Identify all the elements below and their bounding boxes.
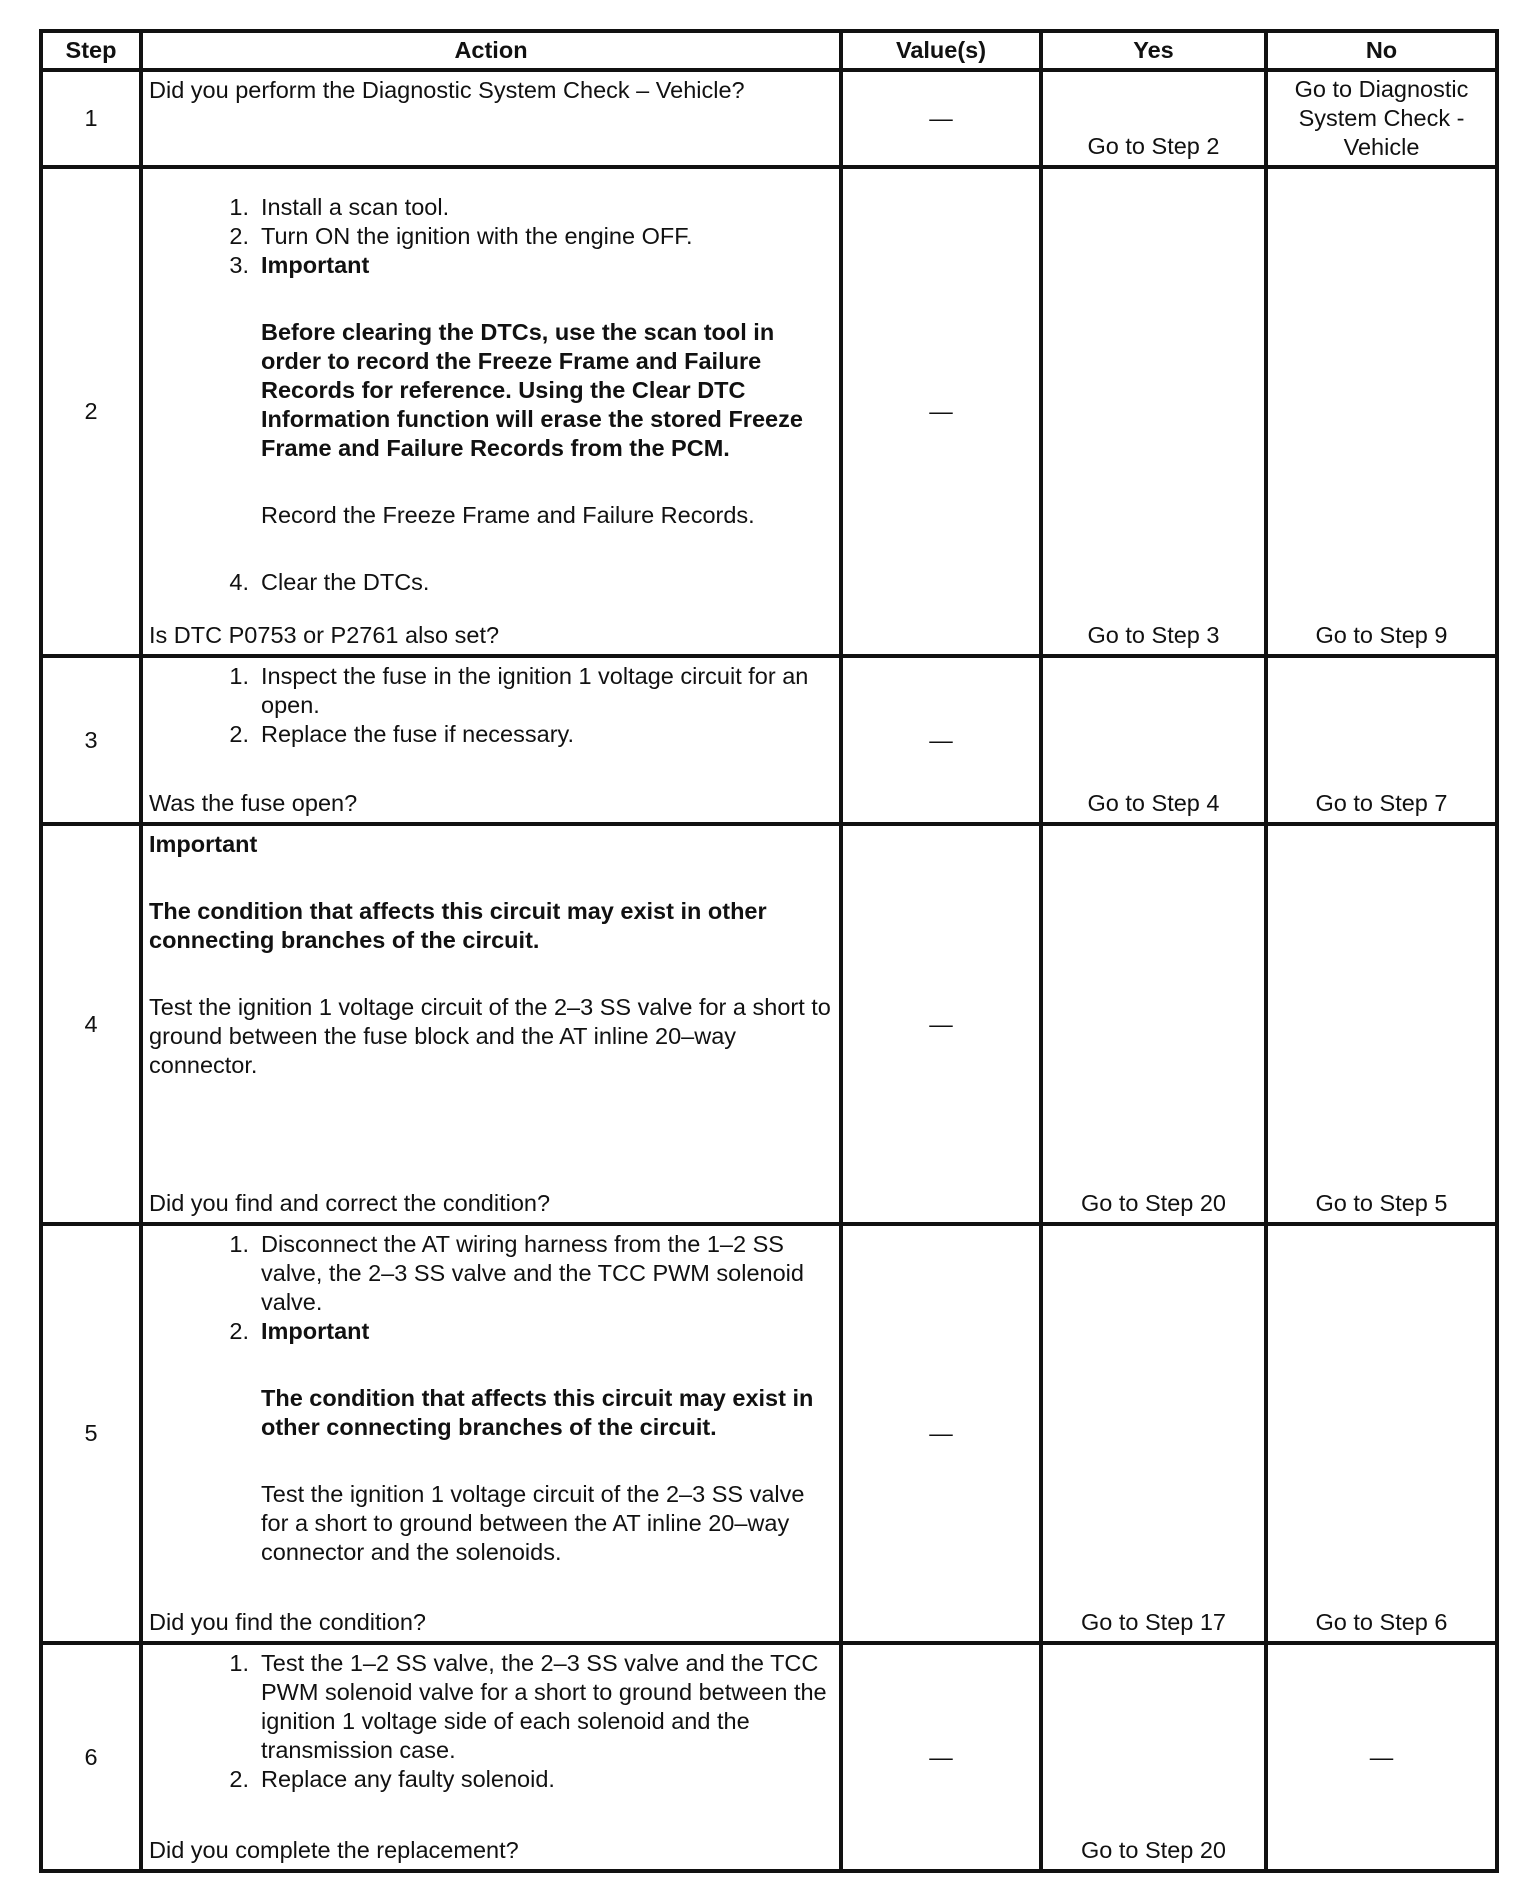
list-item: Replace any faulty solenoid. — [261, 1766, 555, 1792]
list-item: Install a scan tool. — [261, 194, 450, 220]
important-text: The condition that affects this circuit may exist in other connecting branches of the circuit. — [261, 1385, 814, 1440]
important-text: The condition that affects this circuit may exist in other connecting branches of the circuit. — [149, 898, 767, 953]
diagnostic-table — [39, 29, 1499, 1873]
no-cell: Go to Step 9 — [1266, 167, 1497, 656]
value-cell: — — [841, 167, 1041, 656]
question-text: Was the fuse open? — [149, 790, 358, 816]
yes-cell: Go to Step 20 — [1041, 1643, 1266, 1871]
table-row — [41, 70, 1497, 167]
value-cell: — — [841, 70, 1041, 167]
yes-cell: Go to Step 4 — [1041, 656, 1266, 824]
sub-text: Test the ignition 1 voltage circuit of the 2–3 SS valve for a short to ground between the AT inline 20–way connector and the solenoids. — [261, 1481, 805, 1565]
header-row — [41, 31, 1497, 70]
question-text: Is DTC P0753 or P2761 also set? — [149, 622, 500, 648]
question-text: Did you complete the replacement? — [149, 1837, 519, 1863]
important-text: Before clearing the DTCs, use the scan tool in order to record the Freeze Frame and Failure Records for reference. Using the Clear DTC Information function will erase the stored Freeze Frame and Failure Records from the PCM. — [261, 319, 803, 461]
header-step: Step — [41, 31, 141, 70]
yes-cell: Go to Step 3 — [1041, 167, 1266, 656]
header-yes: Yes — [1041, 31, 1266, 70]
step-number: 1 — [41, 70, 141, 167]
list-item: Replace the fuse if necessary. — [261, 721, 575, 747]
action-cell: 1. Disconnect the AT wiring harness from the 1–2 SS valve, the 2–3 SS valve and the TCC PWM solenoid valve. 2. Important The condition that affects this circuit may exist in other connecting branches of the circuit. Test the ignition 1 voltage circuit of the 2–3 SS valve for a short to ground between the AT inline 20–way connector and the solenoids. Did you find the condition? — [141, 1224, 841, 1643]
sub-text: Record the Freeze Frame and Failure Records. — [261, 502, 755, 528]
no-cell: Go to Step 5 — [1266, 824, 1497, 1224]
action-cell: 1. Inspect the fuse in the ignition 1 voltage circuit for an open. 2. Replace the fuse if necessary. Was the fuse open? — [141, 656, 841, 824]
no-cell: Go to Step 7 — [1266, 656, 1497, 824]
important-label: Important — [261, 1318, 370, 1344]
list-item: Inspect the fuse in the ignition 1 voltage circuit for an open. — [261, 663, 809, 718]
no-cell: Go to Step 6 — [1266, 1224, 1497, 1643]
action-cell — [141, 824, 841, 1224]
value-cell: — — [841, 1224, 1041, 1643]
action-cell: 1. Test the 1–2 SS valve, the 2–3 SS valve and the TCC PWM solenoid valve for a short to ground between the ignition 1 voltage side of each solenoid and the transmission case. 2. Replace any faulty solenoid. Did you complete the replacement? — [141, 1643, 841, 1871]
table-row — [41, 167, 1497, 656]
step-number: 3 — [41, 656, 141, 824]
list-item: Disconnect the AT wiring harness from the 1–2 SS valve, the 2–3 SS valve and the TCC PWM solenoid valve. — [261, 1231, 804, 1315]
list-item: Turn ON the ignition with the engine OFF. — [261, 223, 693, 249]
header-values: Value(s) — [841, 31, 1041, 70]
question-text: Did you find the condition? — [149, 1609, 426, 1635]
step-number: 6 — [41, 1643, 141, 1871]
body-text: Test the ignition 1 voltage circuit of the 2–3 SS valve for a short to ground between the fuse block and the AT inline 20–way connector. — [149, 994, 831, 1078]
step-number: 4 — [41, 824, 141, 1224]
table-row — [41, 656, 1497, 824]
important-label: Important — [261, 252, 370, 278]
yes-cell: Go to Step 17 — [1041, 1224, 1266, 1643]
step-number: 5 — [41, 1224, 141, 1643]
question-text: Did you find and correct the condition? — [149, 1190, 551, 1216]
list-item: Clear the DTCs. — [261, 569, 430, 595]
table-row — [41, 1224, 1497, 1643]
yes-cell: Go to Step 2 — [1041, 70, 1266, 167]
question-text: Did you perform the Diagnostic System Check – Vehicle? — [149, 77, 745, 103]
header-action: Action — [141, 31, 841, 70]
value-cell: — — [841, 1643, 1041, 1871]
action-cell — [141, 70, 841, 167]
step-number: 2 — [41, 167, 141, 656]
value-cell: — — [841, 824, 1041, 1224]
table-row — [41, 1643, 1497, 1871]
table-row — [41, 824, 1497, 1224]
action-cell: 1. Install a scan tool. 2. Turn ON the ignition with the engine OFF. 3. Important Before clearing the DTCs, use the scan tool in order to record the Freeze Frame and Failure Records for reference. Using the Clear DTC Information function will erase the stored Freeze Frame and Failure Records from the PCM. Record the Freeze Frame and Failure Records. 4. Clear the DTCs. Is DTC P0753 or P2761 also set? — [141, 167, 841, 656]
value-cell: — — [841, 656, 1041, 824]
important-label: Important — [149, 831, 258, 857]
header-no: No — [1266, 31, 1497, 70]
yes-cell: Go to Step 20 — [1041, 824, 1266, 1224]
no-cell: — — [1266, 1643, 1497, 1871]
no-cell: Go to Diagnostic System Check - Vehicle — [1266, 70, 1497, 167]
list-item: Test the 1–2 SS valve, the 2–3 SS valve and the TCC PWM solenoid valve for a short to ground between the ignition 1 voltage side of each solenoid and the transmission case. — [261, 1650, 827, 1763]
